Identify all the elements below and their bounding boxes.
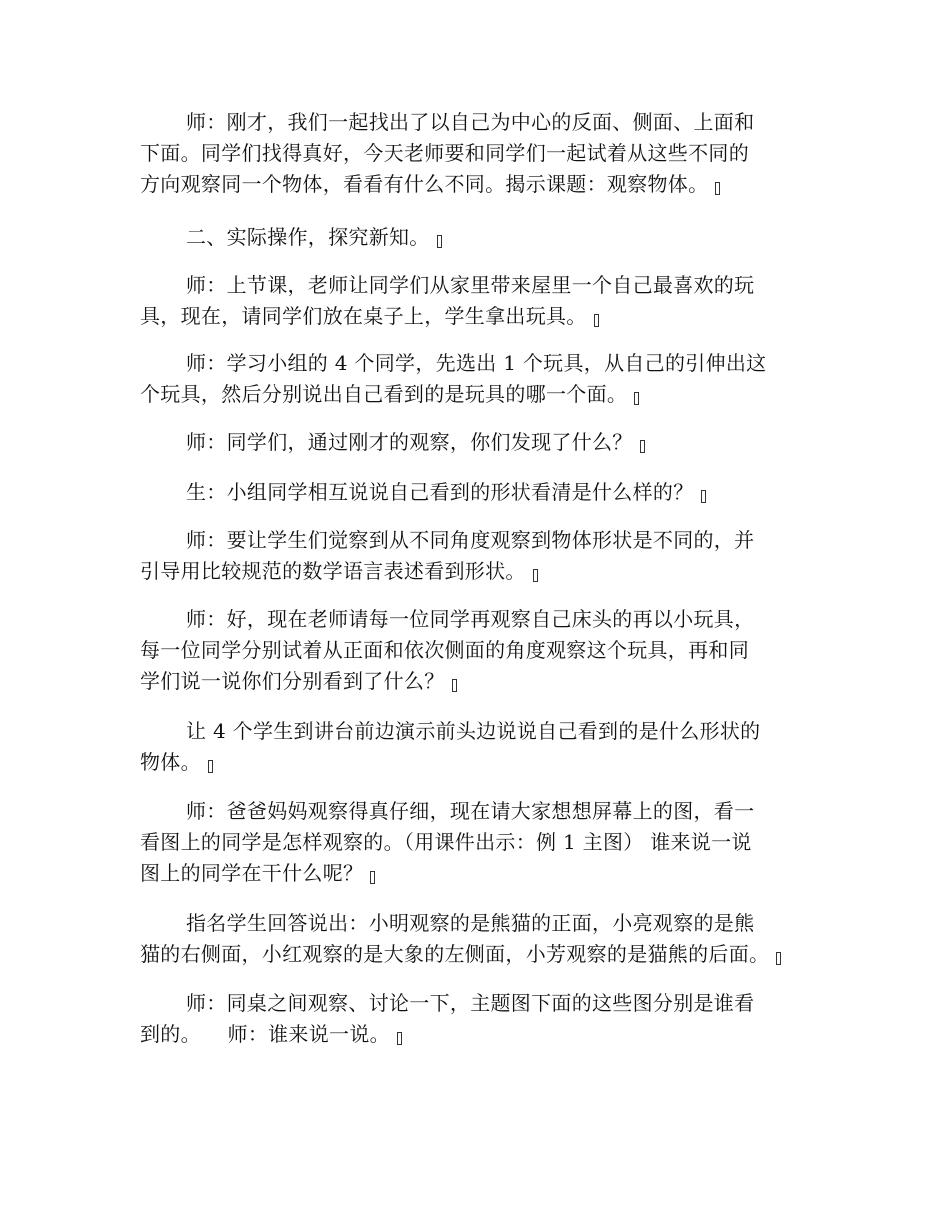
text-line: 学们说一说你们分别看到了什么？	[140, 666, 810, 697]
text-line: 每一位同学分别试着从正面和依次侧面的角度观察这个玩具，再和同	[140, 638, 749, 662]
text-line: 看图上的同学是怎样观察的。（用课件出示：例 1 主图） 谁来说一说	[140, 830, 752, 854]
text-line: 师：刚才，我们一起找出了以自己为中心的反面、侧面、上面和	[186, 110, 755, 134]
paragraph-mark-icon	[594, 314, 599, 327]
paragraph-mark-icon	[776, 952, 781, 965]
text-line: 师：好，现在老师请每一位同学再观察自己床头的再以小玩具，	[186, 607, 755, 631]
text-line: 指名学生回答说出：小明观察的是熊猫的正面，小亮观察的是熊	[186, 911, 755, 935]
paragraph-8	[140, 604, 810, 697]
text-line: 生：小组同学相互说说自己看到的形状看清是什么样的？	[140, 477, 810, 508]
text-line: 方向观察同一个物体，看看有什么不同。揭示课题：观察物体。	[140, 169, 810, 200]
text-line: 二、实际操作，探究新知。	[140, 222, 810, 253]
paragraph-6	[140, 477, 810, 508]
paragraph-mark-icon	[701, 490, 706, 503]
text-line: 师：同桌之间观察、讨论一下，主题图下面的这些图分别是谁看	[186, 991, 755, 1015]
text-line: 具，现在，请同学们放在桌子上，学生拿出玩具。	[140, 301, 810, 332]
paragraph-mark-icon	[397, 1032, 402, 1045]
paragraph-12	[140, 988, 810, 1050]
paragraph-mark-icon	[533, 569, 538, 582]
text-line: 师：上节课，老师让同学们从家里带来屋里一个自己最喜欢的玩	[186, 273, 755, 297]
paragraph-7	[140, 525, 810, 587]
paragraph-mark-icon	[452, 679, 457, 692]
text-line: 师：爸爸妈妈观察得真仔细，现在请大家想想屏幕上的图，看一	[186, 799, 755, 823]
text-line: 个玩具，然后分别说出自己看到的是玩具的哪一个面。	[140, 379, 810, 410]
paragraph-mark-icon	[640, 440, 645, 453]
paragraph-mark-icon	[370, 871, 375, 884]
paragraph-3	[140, 270, 810, 332]
text-line: 物体。	[140, 747, 810, 778]
paragraph-10	[140, 796, 810, 889]
paragraph-2	[140, 222, 810, 253]
text-line: 师：学习小组的 4 个同学，先选出 1 个玩具，从自己的引伸出这	[186, 351, 767, 375]
text-line: 到的。 师：谁来说一说。	[140, 1019, 810, 1050]
text-line: 引导用比较规范的数学语言表述看到形状。	[140, 556, 810, 587]
paragraph-9	[140, 716, 810, 778]
paragraph-mark-icon	[437, 235, 442, 248]
text-line: 下面。同学们找得真好，今天老师要和同学们一起试着从这些不同的	[140, 141, 749, 165]
text-line: 师：要让学生们觉察到从不同角度观察到物体形状是不同的，并	[186, 528, 755, 552]
paragraph-mark-icon	[634, 392, 639, 405]
text-line: 让 4 个学生到讲台前边演示前头边说说自己看到的是什么形状的	[186, 719, 761, 743]
text-line: 图上的同学在干什么呢？	[140, 858, 810, 889]
paragraph-mark-icon	[208, 760, 213, 773]
paragraph-4	[140, 348, 810, 410]
paragraph-mark-icon	[715, 182, 720, 195]
paragraph-11	[140, 908, 810, 970]
text-line: 师：同学们，通过刚才的观察，你们发现了什么？	[140, 427, 810, 458]
paragraph-5	[140, 427, 810, 458]
paragraph-1	[140, 107, 810, 200]
text-line: 猫的右侧面，小红观察的是大象的左侧面，小芳观察的是猫熊的后面。	[140, 939, 810, 970]
